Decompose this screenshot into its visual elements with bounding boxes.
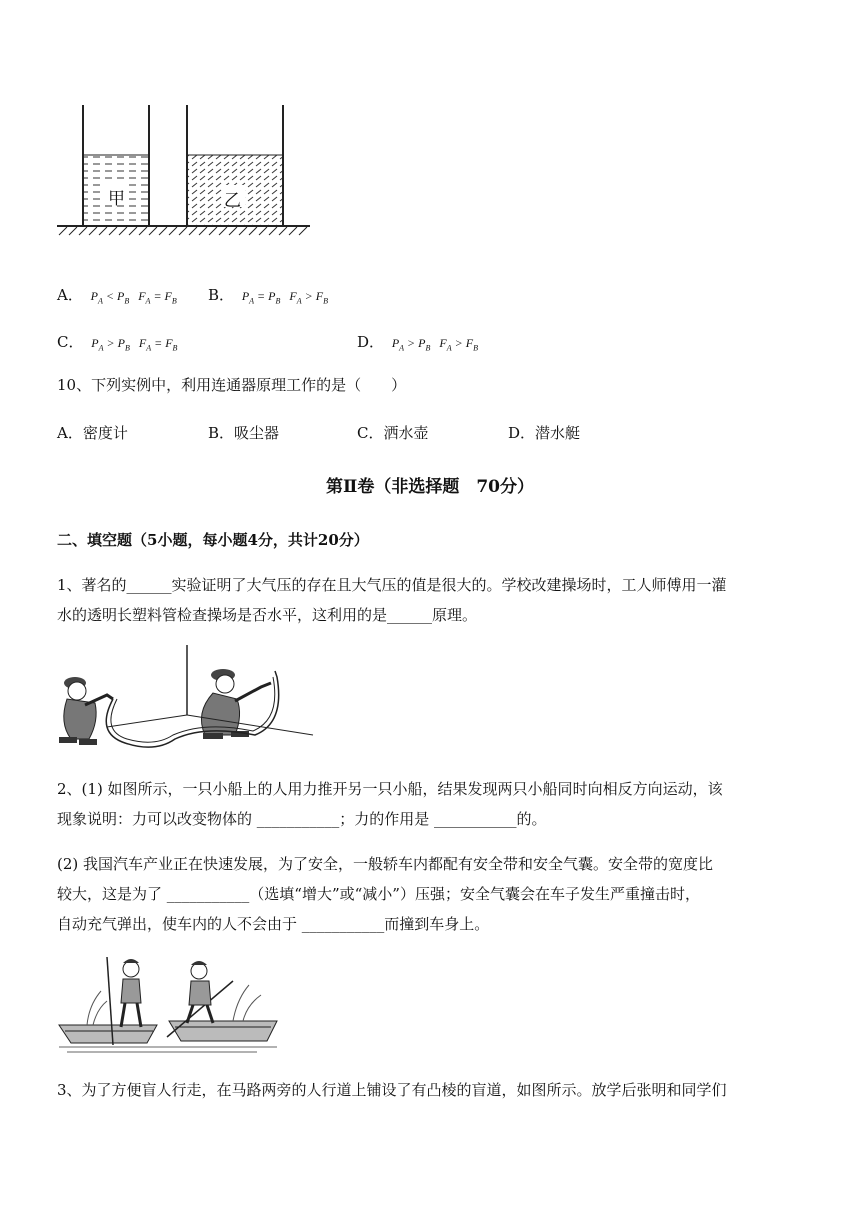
- q2-line-4: 较大，这是为了 ___________（选填“增大”或“减小”）压强；安全气囊会在车子发生严重撞击时，: [57, 885, 700, 903]
- q1-line-1: 1、著名的______实验证明了大气压的存在且大气压的值是很大的。学校改建操场时，工人师傅用一灌: [57, 576, 727, 594]
- section2-heading: 二、填空题（5小题，每小题4分，共计20分）: [57, 531, 369, 549]
- math-expression: $P_A = P_B$ $F_A > F_B$: [241, 289, 328, 306]
- container-label-left: 甲: [108, 189, 125, 209]
- math-expression: $P_A < P_B$ $F_A = F_B$: [90, 289, 177, 306]
- q9-option-a[interactable]: [57, 284, 177, 305]
- q10-stem: 10、下列实例中，利用连通器原理工作的是（ ）: [57, 376, 407, 394]
- containers-figure: [55, 105, 315, 245]
- option-prefix: B．: [208, 286, 235, 304]
- math-expression: $P_A > P_B$ $F_A > F_B$: [391, 336, 478, 353]
- part2-title: 第Ⅱ卷（非选择题 70分）: [326, 477, 534, 497]
- q2-line-1: 2、(1) 如图所示，一只小船上的人用力推开另一只小船，结果发现两只小船同时向相反方向运动，该: [57, 780, 723, 798]
- q10-option-a[interactable]: A．密度计: [57, 424, 128, 442]
- option-prefix: A．: [57, 286, 83, 304]
- q10-option-d[interactable]: D．潜水艇: [508, 424, 581, 442]
- q2-line-2: 现象说明：力可以改变物体的 ___________；力的作用是 ___________的。: [57, 810, 547, 828]
- option-prefix: C．: [57, 333, 84, 351]
- q9-option-d[interactable]: [357, 331, 478, 352]
- q2-line-3: (2) 我国汽车产业正在快速发展，为了安全，一般轿车内都配有安全带和安全气囊。安全带的宽度比: [57, 855, 714, 873]
- workers-hose-illustration: [55, 643, 317, 753]
- q10-option-c[interactable]: C．洒水壶: [357, 424, 429, 442]
- q1-line-2: 水的透明长塑料管检查操场是否水平，这利用的是______原理。: [57, 606, 478, 624]
- math-expression: $P_A > P_B$ $F_A = F_B$: [91, 336, 178, 353]
- q9-option-c[interactable]: [57, 331, 177, 352]
- q2-line-5: 自动充气弹出，使车内的人不会由于 ___________而撞到车身上。: [57, 915, 490, 933]
- container-label-right: 乙: [224, 191, 241, 211]
- q3-line-1: 3、为了方便盲人行走，在马路两旁的人行道上铺设了有凸棱的盲道，如图所示。放学后张明和同学们: [57, 1081, 727, 1099]
- q9-option-b[interactable]: [208, 284, 328, 305]
- boats-illustration: [57, 955, 282, 1055]
- q10-option-b[interactable]: B．吸尘器: [208, 424, 280, 442]
- option-prefix: D．: [357, 333, 385, 351]
